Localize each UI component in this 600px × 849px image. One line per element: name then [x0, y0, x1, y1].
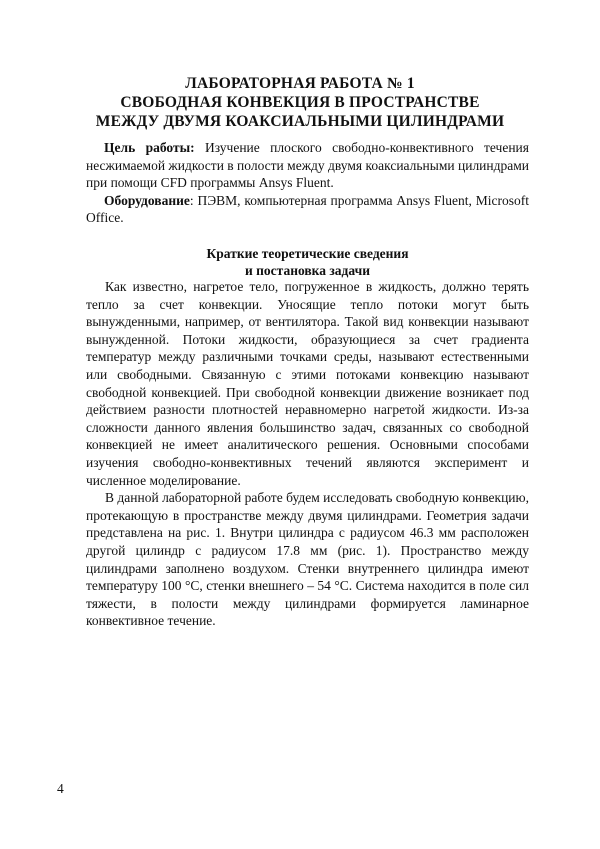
page-number: 4: [57, 781, 64, 796]
theory-heading: [86, 245, 529, 279]
lab-title-line-3: МЕЖДУ ДВУМЯ КОАКСИАЛЬНЫМИ ЦИЛИНДРАМИ: [95, 113, 505, 130]
body-paragraph-2: В данной лабораторной работе будем исследовать свободную конвекцию, протекающую в пространстве между двумя цилиндрами. Геометрия задачи представлена на рис. 1. Внутри цилиндра с радиусом 46.3 мм расположен другой цилиндр с радиусом 17.8 мм (рис. 1). Пространство между цилиндрами заполнено воздухом. Стенки внутреннего цилиндра имеют температуру 100 °С, стенки внешнего – 54 °С. Система находится в поле сил тяжести, в полости между цилиндрами формируется ламинарное конвективное течение.: [86, 490, 529, 629]
equipment-paragraph: [86, 192, 529, 227]
goal-section: [86, 139, 529, 227]
goal-label: Цель работы:: [104, 140, 195, 155]
body-text: [86, 278, 529, 630]
equipment-label: Оборудование: [104, 192, 190, 208]
lab-title-line-1: ЛАБОРАТОРНАЯ РАБОТА № 1: [185, 75, 415, 92]
equipment-text: : ПЭВМ, компьютерная программа Ansys Fluent, Microsoft Office.: [86, 192, 529, 226]
lab-title: [60, 74, 540, 131]
goal-text: Изучение плоского свободно-конвективного течения несжимаемой жидкости в полости между двумя коаксиальными цилиндрами при помощи CFD программы Ansys Fluent.: [86, 140, 530, 191]
goal-paragraph: [86, 139, 529, 192]
lab-title-line-2: СВОБОДНАЯ КОНВЕКЦИЯ В ПРОСТРАНСТВЕ: [120, 94, 480, 111]
theory-heading-line-2: и постановка задачи: [244, 263, 370, 278]
body-paragraph-1: Как известно, нагретое тело, погруженное в жидкость, должно терять тепло за счет конвекции. Уносящие тепло потоки могут быть вынужденными, например, от вентилятора. Такой вид конвекции называют вынужденной. Потоки жидкости, образующиеся за счет градиента температур между различными точками среды, называют естественными или свободными. Связанную с этими потоками конвекцию называют свободной конвекцией. При свободной конвекции движение возникает под действием разности плотностей неравномерно нагретой жидкости. Из-за сложности данного явления большинство задач, связанных со свободной конвекцией не имеет аналитического решения. Основными способами изучения свободно-конвективных течений являются эксперимент и численное моделирование.: [86, 279, 529, 488]
theory-heading-line-1: Краткие теоретические сведения: [206, 246, 409, 261]
